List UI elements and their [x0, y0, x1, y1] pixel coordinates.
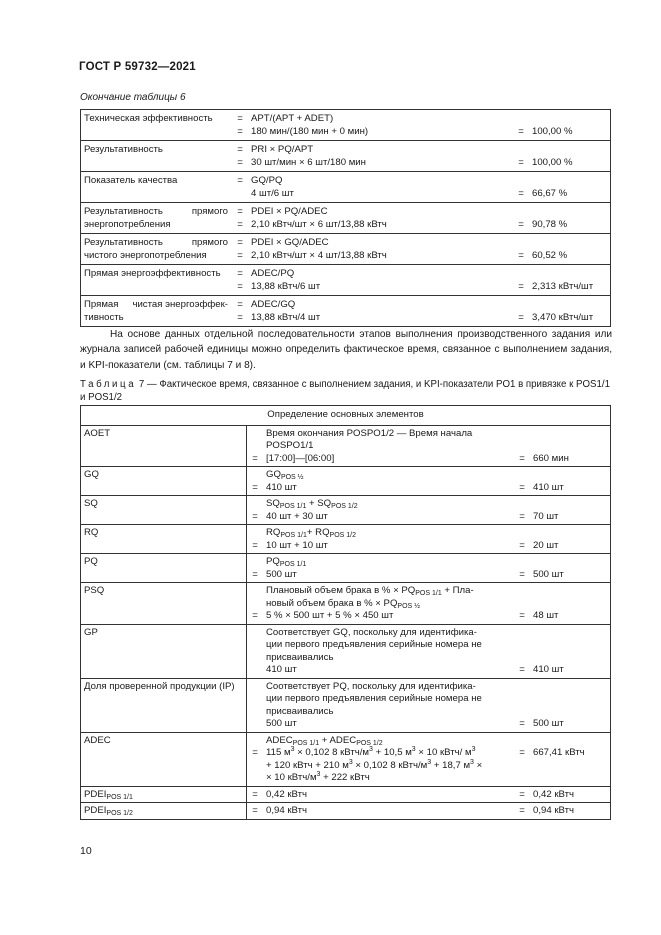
formula-text: PRI × PQ/APT	[251, 144, 314, 155]
equals-sign: =	[514, 803, 530, 820]
row-label: $PDEI_{POS 1/1}$	[81, 786, 247, 803]
result-value: 66,67 %	[532, 187, 568, 199]
row-label: RQ	[81, 525, 247, 554]
equals-sign: =	[237, 113, 243, 124]
table-row	[81, 296, 611, 327]
row-label: AOET	[81, 425, 247, 467]
result-value: 2,313 кВтч/шт	[532, 280, 594, 292]
calculation-text: 13,88 кВтч/6 шт	[251, 280, 321, 292]
result-value: 0,42 кВтч	[530, 786, 611, 803]
calculation-text: [17:00]—[06:00]	[266, 452, 335, 464]
definition-text: новый объем брака в % × $PQ_{POS \frac{1}{2}}$	[266, 597, 420, 610]
table-row-adec	[81, 732, 611, 786]
equals-sign: =	[519, 718, 525, 729]
equals-sign: =	[518, 280, 524, 292]
result-value: 0,94 кВтч	[530, 803, 611, 820]
result-value: 60,52 %	[532, 249, 568, 261]
row-label: SQ	[81, 496, 247, 525]
formula-text: $GQ_{POS \frac{1}{2}}$	[266, 469, 304, 481]
row-label: Доля проверенной продукции (IP)	[81, 678, 247, 732]
equals-sign: =	[519, 664, 525, 675]
equals-sign: =	[252, 747, 258, 758]
calculation-text: 410 шт	[266, 481, 297, 493]
body-paragraph: На основе данных отдельной последовательности этапов выполнения производственного задания или журнала записей рабочей единицы можно определить фактическое время, связанное с выполнением задания, и KPI-показатели (см. таблицы 7 и 8).	[80, 329, 612, 371]
table7-heading: Определение основных элементов	[81, 406, 611, 426]
formula-text: $PQ_{POS 1/1}$	[266, 556, 307, 568]
calculation-text: 410 шт	[266, 664, 297, 675]
equals-sign: =	[519, 452, 525, 464]
equals-sign: =	[518, 311, 524, 323]
calculation-text: 0,42 кВтч	[263, 786, 514, 803]
result-value: 70 шт	[533, 510, 559, 522]
table-row-sq	[81, 496, 611, 525]
equals-sign: =	[237, 125, 243, 137]
definition-text: Плановый объем брака в % × $PQ_{POS 1/1} + Пла-$	[266, 585, 474, 597]
table-row	[81, 172, 611, 203]
definition-text: ции первого предъявления серийные номера не	[266, 693, 482, 704]
table-7	[80, 405, 611, 820]
row-label: PQ	[81, 554, 247, 583]
equals-sign: =	[252, 481, 258, 493]
row-label: GQ	[81, 467, 247, 496]
table6-caption: Окончание таблицы 6	[80, 92, 186, 103]
table-row-pq	[81, 554, 611, 583]
result-value: 100,00 %	[532, 156, 573, 168]
equals-sign: =	[252, 539, 258, 551]
calculation-text: 180 мин/(180 мин + 0 мин)	[251, 125, 369, 137]
definition-text: ции первого предъявления серийные номера не	[266, 639, 482, 650]
calculation-text: 13,88 кВтч/4 шт	[251, 311, 321, 323]
equals-sign: =	[237, 218, 243, 230]
table-row	[81, 265, 611, 296]
table-row-psq	[81, 583, 611, 625]
row-label: Техническая эффективность	[81, 110, 233, 141]
row-label: Прямая чистая энергоэффек- тивность	[81, 296, 233, 327]
calculation-text: + 120 кВтч + 210 $м^3 \times 0,102$ 8 кВтч/$м^3 + 18,7$ $м^3$ ×	[266, 758, 483, 771]
equals-sign: =	[247, 786, 264, 803]
document-header: ГОСТ Р 59732—2021	[79, 61, 196, 73]
formula-text: GQ/PQ	[251, 175, 283, 186]
equals-sign: =	[237, 206, 243, 217]
equals-sign: =	[237, 268, 243, 279]
definition-text: POSPO1/1	[266, 440, 314, 451]
table-header-row	[81, 406, 611, 426]
equals-sign	[232, 188, 248, 201]
table-row-pdei-1	[81, 786, 611, 803]
equals-sign: =	[237, 175, 243, 186]
formula-text: $RQ_{POS 1/1}+ RQ_{POS 1/2}$	[266, 527, 356, 539]
result-value: 48 шт	[533, 610, 559, 621]
formula-text: $ADEC_{POS 1/1}$ + $ADEC_{POS 1/2}$	[266, 734, 383, 747]
result-value: 500 шт	[533, 718, 564, 729]
equals-sign: =	[237, 249, 243, 261]
calculation-text: 5 % × 500 шт + 5 % × 450 шт	[266, 610, 394, 621]
calculation-text: × 10 кВтч/$м^3 + 222$ кВтч	[266, 771, 370, 783]
equals-sign: =	[252, 452, 258, 464]
result-value: 90,78 %	[532, 218, 568, 230]
equals-sign: =	[252, 610, 258, 621]
equals-sign: =	[519, 568, 525, 580]
calculation-text: 0,94 кВтч	[263, 803, 514, 820]
table7-caption	[80, 378, 613, 404]
definition-text: Соответствует GQ, поскольку для идентифика-	[266, 626, 477, 638]
calculation-text: 500 шт	[266, 718, 297, 729]
formula-text: ADEC/GQ	[251, 299, 296, 310]
row-label: Показатель качества	[81, 172, 233, 203]
equals-sign: =	[519, 747, 525, 758]
equals-sign: =	[519, 610, 525, 621]
table-row-gq	[81, 467, 611, 496]
result-value: 410 шт	[533, 664, 564, 675]
table-row-ip	[81, 678, 611, 732]
formula-text: APT/(APT + ADET)	[251, 113, 334, 124]
calculation-text: 4 шт/6 шт	[251, 187, 294, 199]
formula-text: ADEC/PQ	[251, 268, 295, 279]
row-label: $PDEI_{POS 1/2}$	[81, 803, 247, 820]
table7-caption-word: Таблица	[80, 379, 137, 390]
definition-text: присваивались	[266, 651, 334, 663]
equals-sign: =	[519, 539, 525, 551]
table-row-rq	[81, 525, 611, 554]
definition-text: присваивались	[266, 705, 334, 717]
table-row	[81, 203, 611, 234]
equals-sign: =	[518, 187, 524, 199]
definition-text: Время окончания POSPO1/2 — Время начала	[266, 427, 473, 439]
calculation-text: 500 шт	[266, 568, 297, 580]
table-row	[81, 141, 611, 172]
calculation-text: 115 $м^3 \times 0,102$ 8 кВтч/$м^3 + 10,5$ $м^3 \times 10$ кВтч/ $м^3$	[266, 746, 476, 758]
equals-sign: =	[237, 299, 243, 310]
equals-sign: =	[518, 125, 524, 137]
equals-sign: =	[252, 510, 258, 522]
calculation-text: 2,10 кВтч/шт × 4 шт/13,88 кВтч	[251, 249, 387, 261]
table-row	[81, 234, 611, 265]
equals-sign: =	[252, 568, 258, 580]
row-label: ADEC	[81, 732, 247, 786]
calculation-text: 30 шт/мин × 6 шт/180 мин	[251, 156, 366, 168]
equals-sign: =	[247, 803, 264, 820]
table-6	[80, 109, 611, 327]
row-label: PSQ	[81, 583, 247, 625]
row-label: Прямая энергоэффективность	[81, 265, 233, 296]
result-value: 3,470 кВтч/шт	[532, 311, 594, 323]
result-value: 660 мин	[533, 452, 569, 464]
calculation-text: 2,10 кВтч/шт × 6 шт/13,88 кВтч	[251, 218, 387, 230]
equals-sign: =	[237, 144, 243, 155]
table-row	[81, 110, 611, 141]
calculation-text: 40 шт + 30 шт	[266, 510, 328, 522]
definition-text: Соответствует PQ, поскольку для идентифика-	[266, 680, 476, 692]
result-value: 100,00 %	[532, 125, 573, 137]
equals-sign: =	[519, 510, 525, 522]
row-label: GP	[81, 624, 247, 678]
equals-sign: =	[518, 218, 524, 230]
calculation-text: 10 шт + 10 шт	[266, 539, 328, 551]
result-value: 20 шт	[533, 539, 559, 551]
formula-text: PDEI × PQ/ADEC	[251, 206, 328, 217]
equals-sign: =	[237, 311, 243, 323]
equals-sign: =	[237, 156, 243, 168]
equals-sign: =	[237, 280, 243, 292]
result-value: 410 шт	[533, 481, 564, 493]
page-number: 10	[80, 845, 92, 857]
result-value: 667,41 кВтч	[533, 747, 585, 758]
formula-text: $SQ_{POS 1/1} + SQ_{POS 1/2}$	[266, 498, 358, 510]
table7-caption-text: 7 — Фактическое время, связанное с выполнением задания, и KPI-показатели PO1 в привязке к POS1/1 и POS1/2	[80, 379, 610, 403]
row-label: Результативность прямого чистого энергопотребления	[81, 234, 233, 265]
equals-sign: =	[237, 237, 243, 248]
table-row-pdei-2	[81, 803, 611, 820]
formula-text: PDEI × GQ/ADEC	[251, 237, 329, 248]
row-label: Результативность прямого энергопотребления	[81, 203, 233, 234]
equals-sign: =	[518, 249, 524, 261]
table-row-aoet	[81, 425, 611, 467]
result-value: 500 шт	[533, 568, 564, 580]
equals-sign: =	[519, 481, 525, 493]
row-label: Результативность	[81, 141, 233, 172]
equals-sign: =	[514, 786, 530, 803]
table-row-gp	[81, 624, 611, 678]
equals-sign: =	[518, 156, 524, 168]
